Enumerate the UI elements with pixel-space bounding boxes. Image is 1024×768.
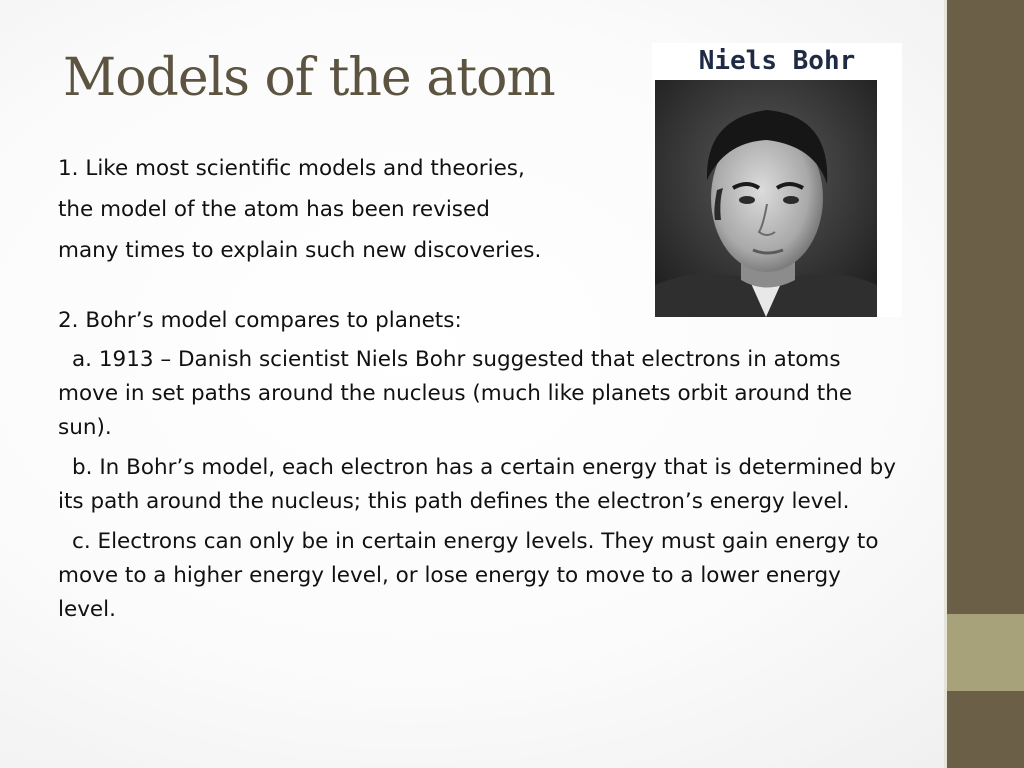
point-2a-lead: a. 1913 – Danish scientist Niels Bohr suggested that electrons in (72, 347, 774, 372)
point-2c-lead: c. Electrons can only be in certain energy levels. They must gain (72, 529, 776, 554)
point-2a-rest: atoms move in set paths around the nucleus (much like planets orbit around the sun). (58, 347, 853, 440)
point-2-heading: 2. Bohr’s model compares to planets: (58, 308, 462, 333)
point-2b (58, 451, 904, 519)
slide-body (58, 148, 904, 627)
intro-paragraph (58, 148, 904, 271)
portrait-caption: Niels Bohr (698, 46, 856, 76)
point-2c-rest: energy to move to a higher energy level, or lose energy to move to a lower energy level. (58, 529, 879, 622)
point-2c (58, 525, 904, 627)
intro-line: 1. Like most scientific models and theories, (58, 156, 525, 181)
slide-title: Models of the atom (63, 48, 555, 108)
side-accent-block (947, 614, 1024, 691)
point-2b-rest: determined by its path around the nucleus; this path defines the electron’s energy level. (58, 455, 896, 514)
point-2a (58, 343, 904, 445)
intro-line: the model of the atom has been revised (58, 197, 490, 222)
point-2b-lead: b. In Bohr’s model, each electron has a certain energy that is (72, 455, 739, 480)
intro-line: many times to explain such new discoveries. (58, 238, 542, 263)
